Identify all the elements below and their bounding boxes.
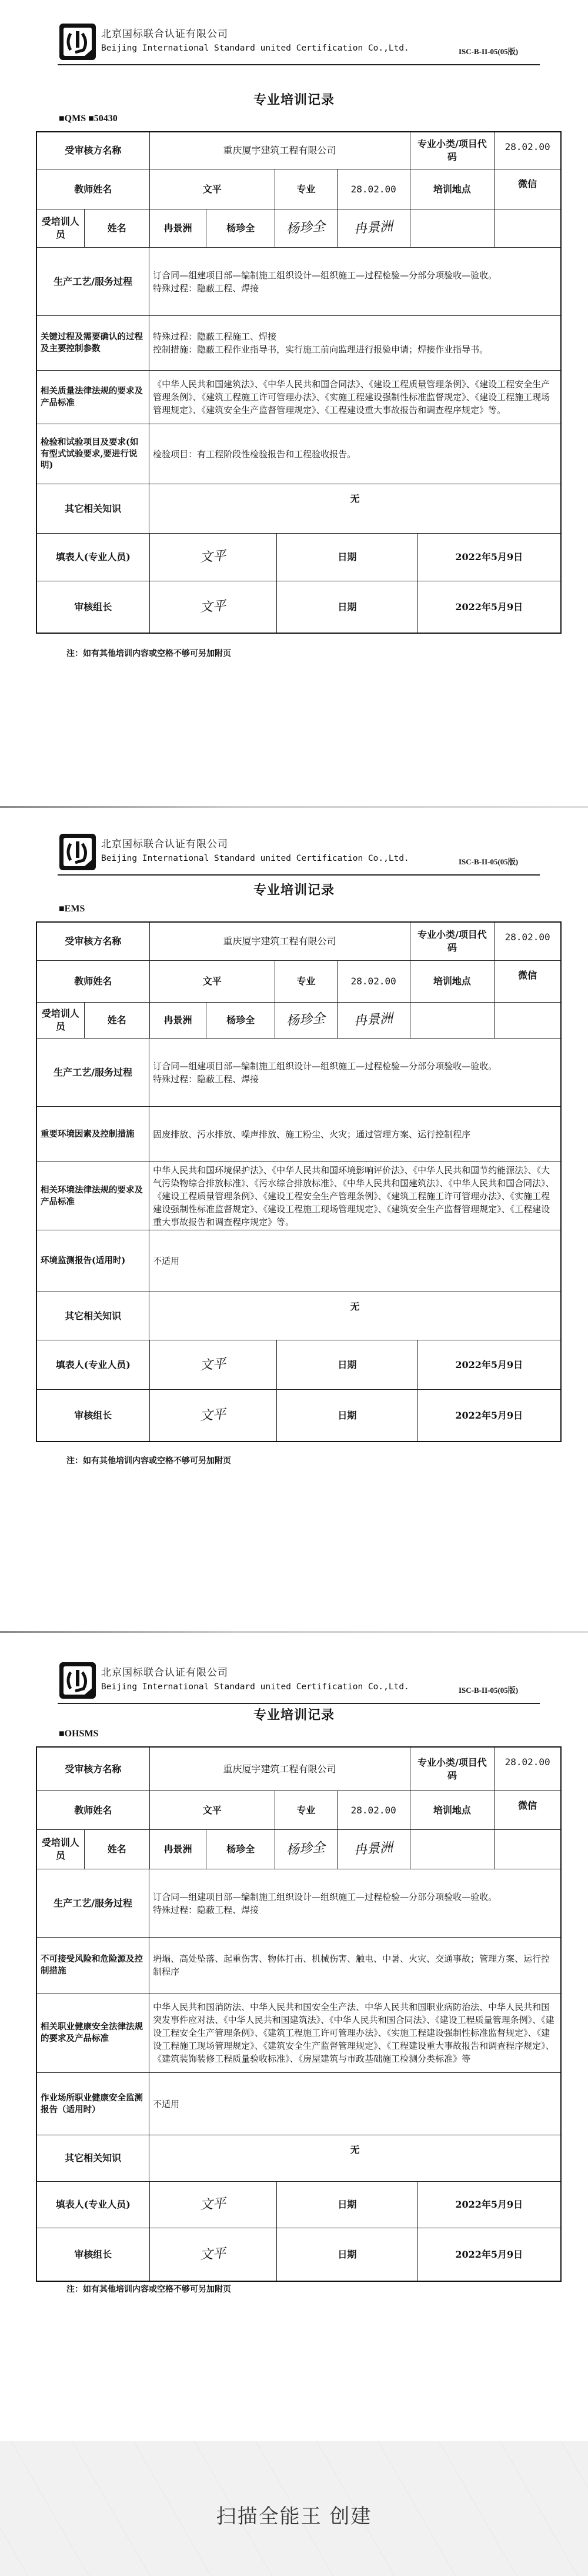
filler-label: 填表人(专业人员) [37,2182,150,2228]
form-code: ISC-B-II-05(05版) [459,857,519,866]
reviewer-label: 审核组长 [37,581,150,633]
trainee-signature-cell [275,209,338,247]
process-row [37,248,560,316]
other-knowledge-label: 其它相关知识 [37,1292,149,1340]
name-label: 姓名 [85,1830,150,1869]
trainee-signature: 杨珍全 [286,1840,326,1858]
reviewer-signature-cell [150,581,278,633]
standard-checkbox-label: ■QMS ■50430 [59,114,118,124]
trainee-signature: 冉景洲 [353,219,393,237]
company-logo-icon [59,23,96,61]
detail-value: 不适用 [153,1256,180,1266]
reviewer-signature-cell [150,1390,278,1441]
filler-signature: 文平 [199,1356,227,1373]
detail-row [37,1162,560,1230]
category-label: 专业小类/项目代码 [410,1748,495,1790]
process-flow: 订合同—组建项目部—编制施工组织设计—组织施工—过程检验—分部分项验收—验收。 [153,1891,497,1902]
filler-signature: 文平 [199,548,227,565]
detail-label: 不可接受风险和危险源及控制措施 [37,1938,149,1993]
filler-signature-cell [150,534,278,581]
trainee-name: 冉景洲 [150,1830,207,1869]
detail-label: 相关职业健康安全法律法规的要求及产品标准 [37,1993,149,2072]
trainee-name: 杨珍全 [206,209,275,247]
other-knowledge-value: 无 [350,493,360,504]
auditee-name: 重庆厦宇建筑工程有限公司 [150,923,410,960]
detail-value: 特殊过程：隐蔽工程施工、焊接 控制措施：隐蔽工程作业指导书，实行施工前向监理进行报验申请；焊接作业指导书。 [153,331,489,355]
trainee-signature-cell [338,1003,410,1038]
auditee-row [37,923,560,961]
location-value: 微信 [518,178,537,189]
filler-row [37,2182,560,2228]
other-knowledge-value: 无 [350,1301,360,1312]
company-name-en: Beijing International Standard united Certification Co.,Ltd. [101,854,409,863]
trainee-signature: 杨珍全 [286,1011,326,1029]
page-title: 专业培训记录 [253,1708,335,1723]
teacher-label: 教师姓名 [37,169,150,209]
detail-row [37,371,560,424]
specialty-code: 28.02.00 [338,1791,410,1829]
detail-value: 坍塌、高处坠落、起重伤害、物体打击、机械伤害、触电、中暑、火灾、交通事故；管理方案、运行控制程序 [153,1953,550,1977]
special-process: 特殊过程：隐蔽工程、焊接 [153,1904,259,1915]
reviewer-date: 2022年5月9日 [455,601,523,613]
detail-value: 中华人民共和国环境保护法》、《中华人民共和国环境影响评价法》、《中华人民共和国节约能源法》、《大气污染物综合排放标准》、《污水综合排放标准》、《中华人民共和国建筑法》、《中华人民共和国合同法》、《建设工程质量管理条例》、《建设工程安全生产管理条例》、《建筑工程施工许可管理办法》、《实施工程建设强制性标准监督规定》、《建设工程施工现场管理规定》、《建筑安全生产监督管理规定》、《工程建设重大事故报告和调查程序规定》等。 [153,1164,554,1227]
company-name-cn: 北京国标联合认证有限公司 [101,838,228,850]
other-knowledge-label: 其它相关知识 [37,484,149,533]
process-flow: 订合同—组建项目部—编制施工组织设计—组织施工—过程检验—分部分项验收—验收。 [153,1060,497,1071]
reviewer-signature-cell [150,2228,278,2281]
process-value [149,1869,560,1937]
teacher-label: 教师姓名 [37,961,150,1002]
auditee-label: 受审核方名称 [37,132,150,169]
reviewer-date: 2022年5月9日 [455,2248,523,2260]
training-record-table [36,1746,562,2282]
trainee-row [37,1830,560,1869]
filler-label: 填表人(专业人员) [37,534,150,581]
auditee-row [37,1748,560,1791]
trainee-row [37,1003,560,1039]
detail-row [37,1230,560,1292]
teacher-label: 教师姓名 [37,1791,150,1829]
other-knowledge-row [37,2135,560,2182]
detail-label: 检验和试验项目及要求(如有型式试验要求,要进行说明) [37,424,149,484]
standard-checkbox-label: ■EMS [59,904,85,914]
trainee-name: 冉景洲 [150,209,207,247]
trainee-name: 杨珍全 [206,1830,275,1869]
filler-date: 2022年5月9日 [455,1359,523,1370]
specialty-code: 28.02.00 [338,961,410,1002]
detail-row [37,424,560,484]
date-label: 日期 [277,2182,417,2228]
reviewer-row [37,581,560,633]
detail-label: 作业场所职业健康安全监测报告（适用时） [37,2073,149,2135]
location-value: 微信 [518,1800,537,1811]
detail-label: 相关质量法律法规的要求及产品标准 [37,371,149,424]
detail-row [37,1938,560,1993]
trainee-name: 杨珍全 [206,1003,275,1038]
detail-label: 关键过程及需要确认的过程及主要控制参数 [37,316,149,370]
process-row [37,1869,560,1938]
category-code: 28.02.00 [505,931,550,943]
trainee-label: 受培训人员 [37,209,85,247]
empty-cell [495,1003,560,1038]
trainee-signature: 冉景洲 [353,1011,393,1029]
auditee-label: 受审核方名称 [37,1748,150,1790]
footnote: 注：如有其他培训内容或空格不够可另加附页 [66,1456,231,1466]
category-label: 专业小类/项目代码 [410,923,495,960]
trainee-signature: 杨珍全 [286,219,326,237]
filler-signature-cell [150,2182,278,2228]
empty-cell [495,1830,560,1869]
detail-row [37,1107,560,1162]
filler-row [37,534,560,581]
trainee-signature-cell [338,209,410,247]
detail-value: 中华人民共和国消防法、中华人民共和国安全生产法、中华人民共和国职业病防治法、中华人民共和国突发事件应对法、《中华人民共和国建筑法》、《中华人民共和国合同法》、《建设工程质量管理条例》、《建设工程安全生产管理条例》、《建筑工程施工许可管理办法》、《实施工程建设强制性标准监督规定》、《建设工程施工现场管理规定》、《建筑安全生产监督管理规定》、《工程建设重大事故报告和调查程序规定》、《建筑装饰装修工程质量验收标准》、《房屋建筑与市政基础施工检测分类标准》等 [153,2002,554,2064]
category-code: 28.02.00 [505,1756,550,1768]
header-rule [58,874,540,876]
footnote: 注：如有其他培训内容或空格不够可另加附页 [66,649,231,658]
location-value: 微信 [518,970,537,981]
teacher-row [37,1791,560,1830]
specialty-label: 专业 [275,169,338,209]
filler-date: 2022年5月9日 [455,551,523,563]
trainee-row [37,209,560,248]
form-code: ISC-B-II-05(05版) [459,47,519,56]
other-knowledge-label: 其它相关知识 [37,2135,149,2181]
teacher-row [37,169,560,209]
reviewer-label: 审核组长 [37,1390,150,1441]
process-text [153,1060,497,1086]
company-name-cn: 北京国标联合认证有限公司 [101,1667,228,1679]
empty-cell [495,209,560,247]
empty-cell [410,1003,495,1038]
company-name-cn: 北京国标联合认证有限公司 [101,28,228,40]
page-title: 专业培训记录 [253,92,335,108]
company-logo-icon [59,1662,96,1699]
category-label: 专业小类/项目代码 [410,132,495,169]
date-label: 日期 [277,1390,417,1441]
page-edge-divider [0,806,588,808]
reviewer-date: 2022年5月9日 [455,1409,523,1421]
process-value [149,248,560,315]
trainee-signature-cell [275,1003,338,1038]
date-label: 日期 [277,534,417,581]
teacher-name: 文平 [150,1791,276,1829]
specialty-label: 专业 [275,961,338,1002]
special-process: 特殊过程：隐蔽工程、焊接 [153,282,259,294]
name-label: 姓名 [85,209,150,247]
form-code: ISC-B-II-05(05版) [459,1686,519,1695]
detail-row [37,316,560,371]
detail-label: 相关环境法律法规的要求及产品标准 [37,1162,149,1230]
process-value [149,1039,560,1106]
detail-value: 《中华人民共和国建筑法》、《中华人民共和国合同法》、《建设工程质量管理条例》、《建设工程安全生产管理条例》、《建筑工程施工许可管理办法》、《实施工程建设强制性标准监督规定》、《建设工程施工现场管理规定》、《建筑安全生产监督管理规定》、《工程建设重大事故报告和调查程序规定》等。 [153,379,550,415]
date-label: 日期 [277,2228,417,2281]
training-record-table [36,921,562,1442]
process-flow: 订合同—组建项目部—编制施工组织设计—组织施工—过程检验—分部分项验收—验收。 [153,269,497,281]
location-label: 培训地点 [410,1791,495,1829]
date-label: 日期 [277,581,417,633]
auditee-name: 重庆厦宇建筑工程有限公司 [150,132,410,169]
detail-value: 不适用 [153,2098,180,2109]
scanner-watermark: 扫描全能王 创建 [216,2505,372,2528]
page-title: 专业培训记录 [253,883,335,898]
trainee-label: 受培训人员 [37,1003,85,1038]
other-knowledge-value: 无 [350,2144,360,2155]
training-record-table [36,131,562,634]
filler-date: 2022年5月9日 [455,2199,523,2211]
header-rule [58,1703,540,1704]
category-code: 28.02.00 [505,141,550,152]
teacher-name: 文平 [150,961,276,1002]
teacher-row [37,961,560,1003]
special-process: 特殊过程：隐蔽工程、焊接 [153,1073,259,1084]
detail-label: 环境监测报告(适用时) [37,1230,149,1292]
reviewer-signature: 文平 [199,1407,227,1424]
detail-value: 检验项目：有工程阶段性检验报告和工程验收报告。 [153,448,356,460]
reviewer-row [37,1390,560,1441]
detail-label: 重要环境因素及控制措施 [37,1107,149,1161]
teacher-name: 文平 [150,169,276,209]
process-label: 生产工艺/服务过程 [37,1869,149,1937]
company-name-en: Beijing International Standard united Certification Co.,Ltd. [101,1682,409,1692]
detail-value: 固废排放、污水排放、噪声排放、施工粉尘、火灾；通过管理方案、运行控制程序 [153,1129,471,1140]
process-text [153,269,497,295]
other-knowledge-row [37,1292,560,1340]
trainee-name: 冉景洲 [150,1003,207,1038]
detail-row [37,2073,560,2135]
trainee-signature-cell [338,1830,410,1869]
trainee-signature: 冉景洲 [353,1840,393,1858]
header-rule [58,64,540,65]
reviewer-signature: 文平 [199,598,227,615]
auditee-row [37,132,560,169]
process-label: 生产工艺/服务过程 [37,248,149,315]
footnote: 注：如有其他培训内容或空格不够可另加附页 [66,2285,231,2294]
location-label: 培训地点 [410,169,495,209]
specialty-code: 28.02.00 [338,169,410,209]
empty-cell [410,209,495,247]
auditee-label: 受审核方名称 [37,923,150,960]
auditee-name: 重庆厦宇建筑工程有限公司 [150,1748,410,1790]
page-edge-divider [0,1631,588,1633]
filler-row [37,1340,560,1390]
filler-signature-cell [150,1340,278,1389]
other-knowledge-row [37,484,560,534]
process-row [37,1039,560,1107]
reviewer-row [37,2228,560,2281]
trainee-signature-cell [275,1830,338,1869]
empty-cell [410,1830,495,1869]
scanner-banner [0,2441,588,2576]
filler-label: 填表人(专业人员) [37,1340,150,1389]
reviewer-label: 审核组长 [37,2228,150,2281]
location-label: 培训地点 [410,961,495,1002]
company-logo-icon [59,833,96,871]
process-label: 生产工艺/服务过程 [37,1039,149,1106]
date-label: 日期 [277,1340,417,1389]
specialty-label: 专业 [275,1791,338,1829]
standard-checkbox-label: ■OHSMS [59,1729,99,1739]
process-text [153,1891,497,1916]
name-label: 姓名 [85,1003,150,1038]
company-name-en: Beijing International Standard united Certification Co.,Ltd. [101,44,409,53]
reviewer-signature: 文平 [199,2246,227,2263]
trainee-label: 受培训人员 [37,1830,85,1869]
filler-signature: 文平 [199,2196,227,2213]
detail-row [37,1993,560,2073]
